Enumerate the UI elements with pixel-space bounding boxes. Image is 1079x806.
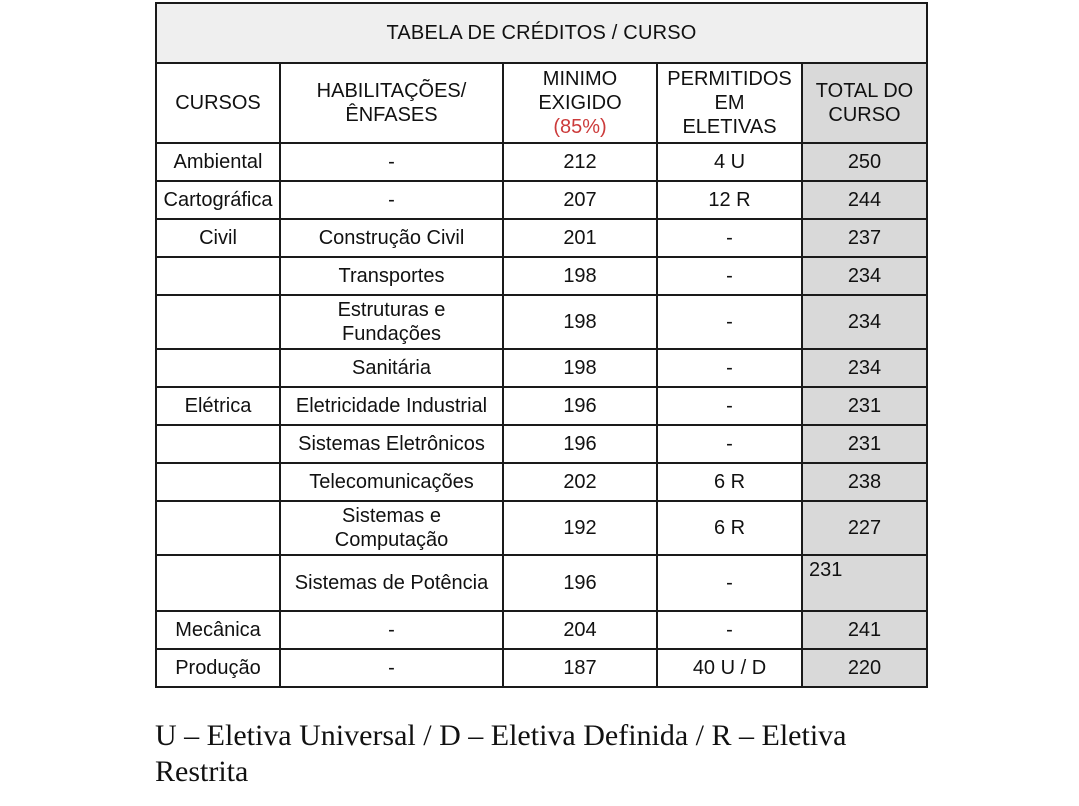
table-row [156, 649, 927, 687]
header-permitidos [657, 63, 802, 143]
header-total-line1: TOTAL DO [815, 80, 914, 102]
cell-curso [156, 425, 280, 463]
cell-curso: Cartográfica [156, 181, 280, 219]
cell-curso: Mecânica [156, 611, 280, 649]
cell-minimo: 196 [503, 555, 657, 611]
cell-permitidos: 12 R [657, 181, 802, 219]
cell-permitidos: 40 U / D [657, 649, 802, 687]
cell-curso [156, 501, 280, 555]
cell-curso: Ambiental [156, 143, 280, 181]
header-permitidos-line3: ELETIVAS [682, 116, 777, 138]
cell-total: 244 [802, 181, 927, 219]
cell-permitidos: - [657, 611, 802, 649]
header-habilitacoes-line1: HABILITAÇÕES/ [316, 80, 467, 102]
cell-minimo: 204 [503, 611, 657, 649]
cell-total: 231 [802, 425, 927, 463]
table-row [156, 349, 927, 387]
cell-permitidos: 6 R [657, 501, 802, 555]
cell-habilitacao: - [280, 611, 503, 649]
header-habilitacoes-line2: ÊNFASES [345, 104, 438, 126]
cell-minimo: 202 [503, 463, 657, 501]
table-title: TABELA DE CRÉDITOS / CURSO [156, 3, 927, 63]
table-title-row [156, 3, 927, 63]
table-row [156, 143, 927, 181]
header-cursos [156, 63, 280, 143]
cell-permitidos: - [657, 387, 802, 425]
cell-minimo: 196 [503, 387, 657, 425]
header-total-line2: CURSO [828, 104, 901, 126]
legend-text: U – Eletiva Universal / D – Eletiva Definida / R – Eletiva Restrita [155, 719, 847, 788]
cell-minimo: 207 [503, 181, 657, 219]
cell-minimo: 198 [503, 295, 657, 349]
cell-total: 234 [802, 295, 927, 349]
header-minimo-percent: (85%) [553, 116, 607, 138]
cell-permitidos: 6 R [657, 463, 802, 501]
cell-habilitacao: Sistemas de Potência [280, 555, 503, 611]
cell-habilitacao [280, 501, 503, 555]
header-minimo-line2: EXIGIDO [538, 92, 622, 114]
cell-curso: Civil [156, 219, 280, 257]
cell-permitidos: - [657, 219, 802, 257]
cell-minimo: 196 [503, 425, 657, 463]
cell-total: 250 [802, 143, 927, 181]
cell-minimo: 201 [503, 219, 657, 257]
table-row [156, 219, 927, 257]
cell-permitidos: - [657, 555, 802, 611]
cell-curso [156, 349, 280, 387]
table-row [156, 611, 927, 649]
header-minimo-line1: MINIMO [542, 68, 618, 90]
cell-minimo: 187 [503, 649, 657, 687]
cell-minimo: 198 [503, 349, 657, 387]
credits-table [155, 2, 928, 688]
cell-permitidos: 4 U [657, 143, 802, 181]
cell-permitidos: - [657, 425, 802, 463]
cell-curso: Elétrica [156, 387, 280, 425]
header-permitidos-line2: EM [714, 92, 745, 114]
cell-total: 227 [802, 501, 927, 555]
cell-minimo: 192 [503, 501, 657, 555]
cell-total: 234 [802, 349, 927, 387]
table-row [156, 425, 927, 463]
cell-habilitacao: Sistemas Eletrônicos [280, 425, 503, 463]
cell-curso [156, 463, 280, 501]
cell-curso: Produção [156, 649, 280, 687]
cell-curso [156, 257, 280, 295]
table-row [156, 181, 927, 219]
header-permitidos-line1: PERMITIDOS [667, 68, 792, 90]
cell-permitidos: - [657, 295, 802, 349]
cell-total: 231 [802, 555, 927, 611]
cell-permitidos: - [657, 257, 802, 295]
header-habilitacoes [280, 63, 503, 143]
header-minimo [503, 63, 657, 143]
table-row [156, 257, 927, 295]
cell-minimo: 198 [503, 257, 657, 295]
cell-total: 237 [802, 219, 927, 257]
table-row [156, 501, 927, 555]
table-row [156, 555, 927, 611]
cell-habilitacao: - [280, 181, 503, 219]
cell-habilitacao: Eletricidade Industrial [280, 387, 503, 425]
table-row [156, 463, 927, 501]
cell-curso [156, 555, 280, 611]
table-row [156, 387, 927, 425]
cell-habilitacao: Transportes [280, 257, 503, 295]
cell-total: 238 [802, 463, 927, 501]
table-header-row [156, 63, 927, 143]
cell-habilitacao: Construção Civil [280, 219, 503, 257]
header-total [802, 63, 927, 143]
cell-habilitacao [280, 295, 503, 349]
cell-curso [156, 295, 280, 349]
cell-habilitacao: - [280, 143, 503, 181]
cell-total: 241 [802, 611, 927, 649]
cell-habilitacao-line1: Sistemas e [342, 505, 441, 527]
table-row [156, 295, 927, 349]
cell-habilitacao: - [280, 649, 503, 687]
header-cursos-label: CURSOS [175, 92, 261, 114]
cell-total: 220 [802, 649, 927, 687]
cell-habilitacao: Telecomunicações [280, 463, 503, 501]
cell-habilitacao-line2: Fundações [342, 323, 441, 345]
cell-habilitacao-line1: Estruturas e [337, 299, 446, 321]
cell-habilitacao: Sanitária [280, 349, 503, 387]
cell-permitidos: - [657, 349, 802, 387]
cell-habilitacao-line2: Computação [334, 529, 449, 551]
cell-total: 231 [802, 387, 927, 425]
cell-minimo: 212 [503, 143, 657, 181]
cell-total: 234 [802, 257, 927, 295]
